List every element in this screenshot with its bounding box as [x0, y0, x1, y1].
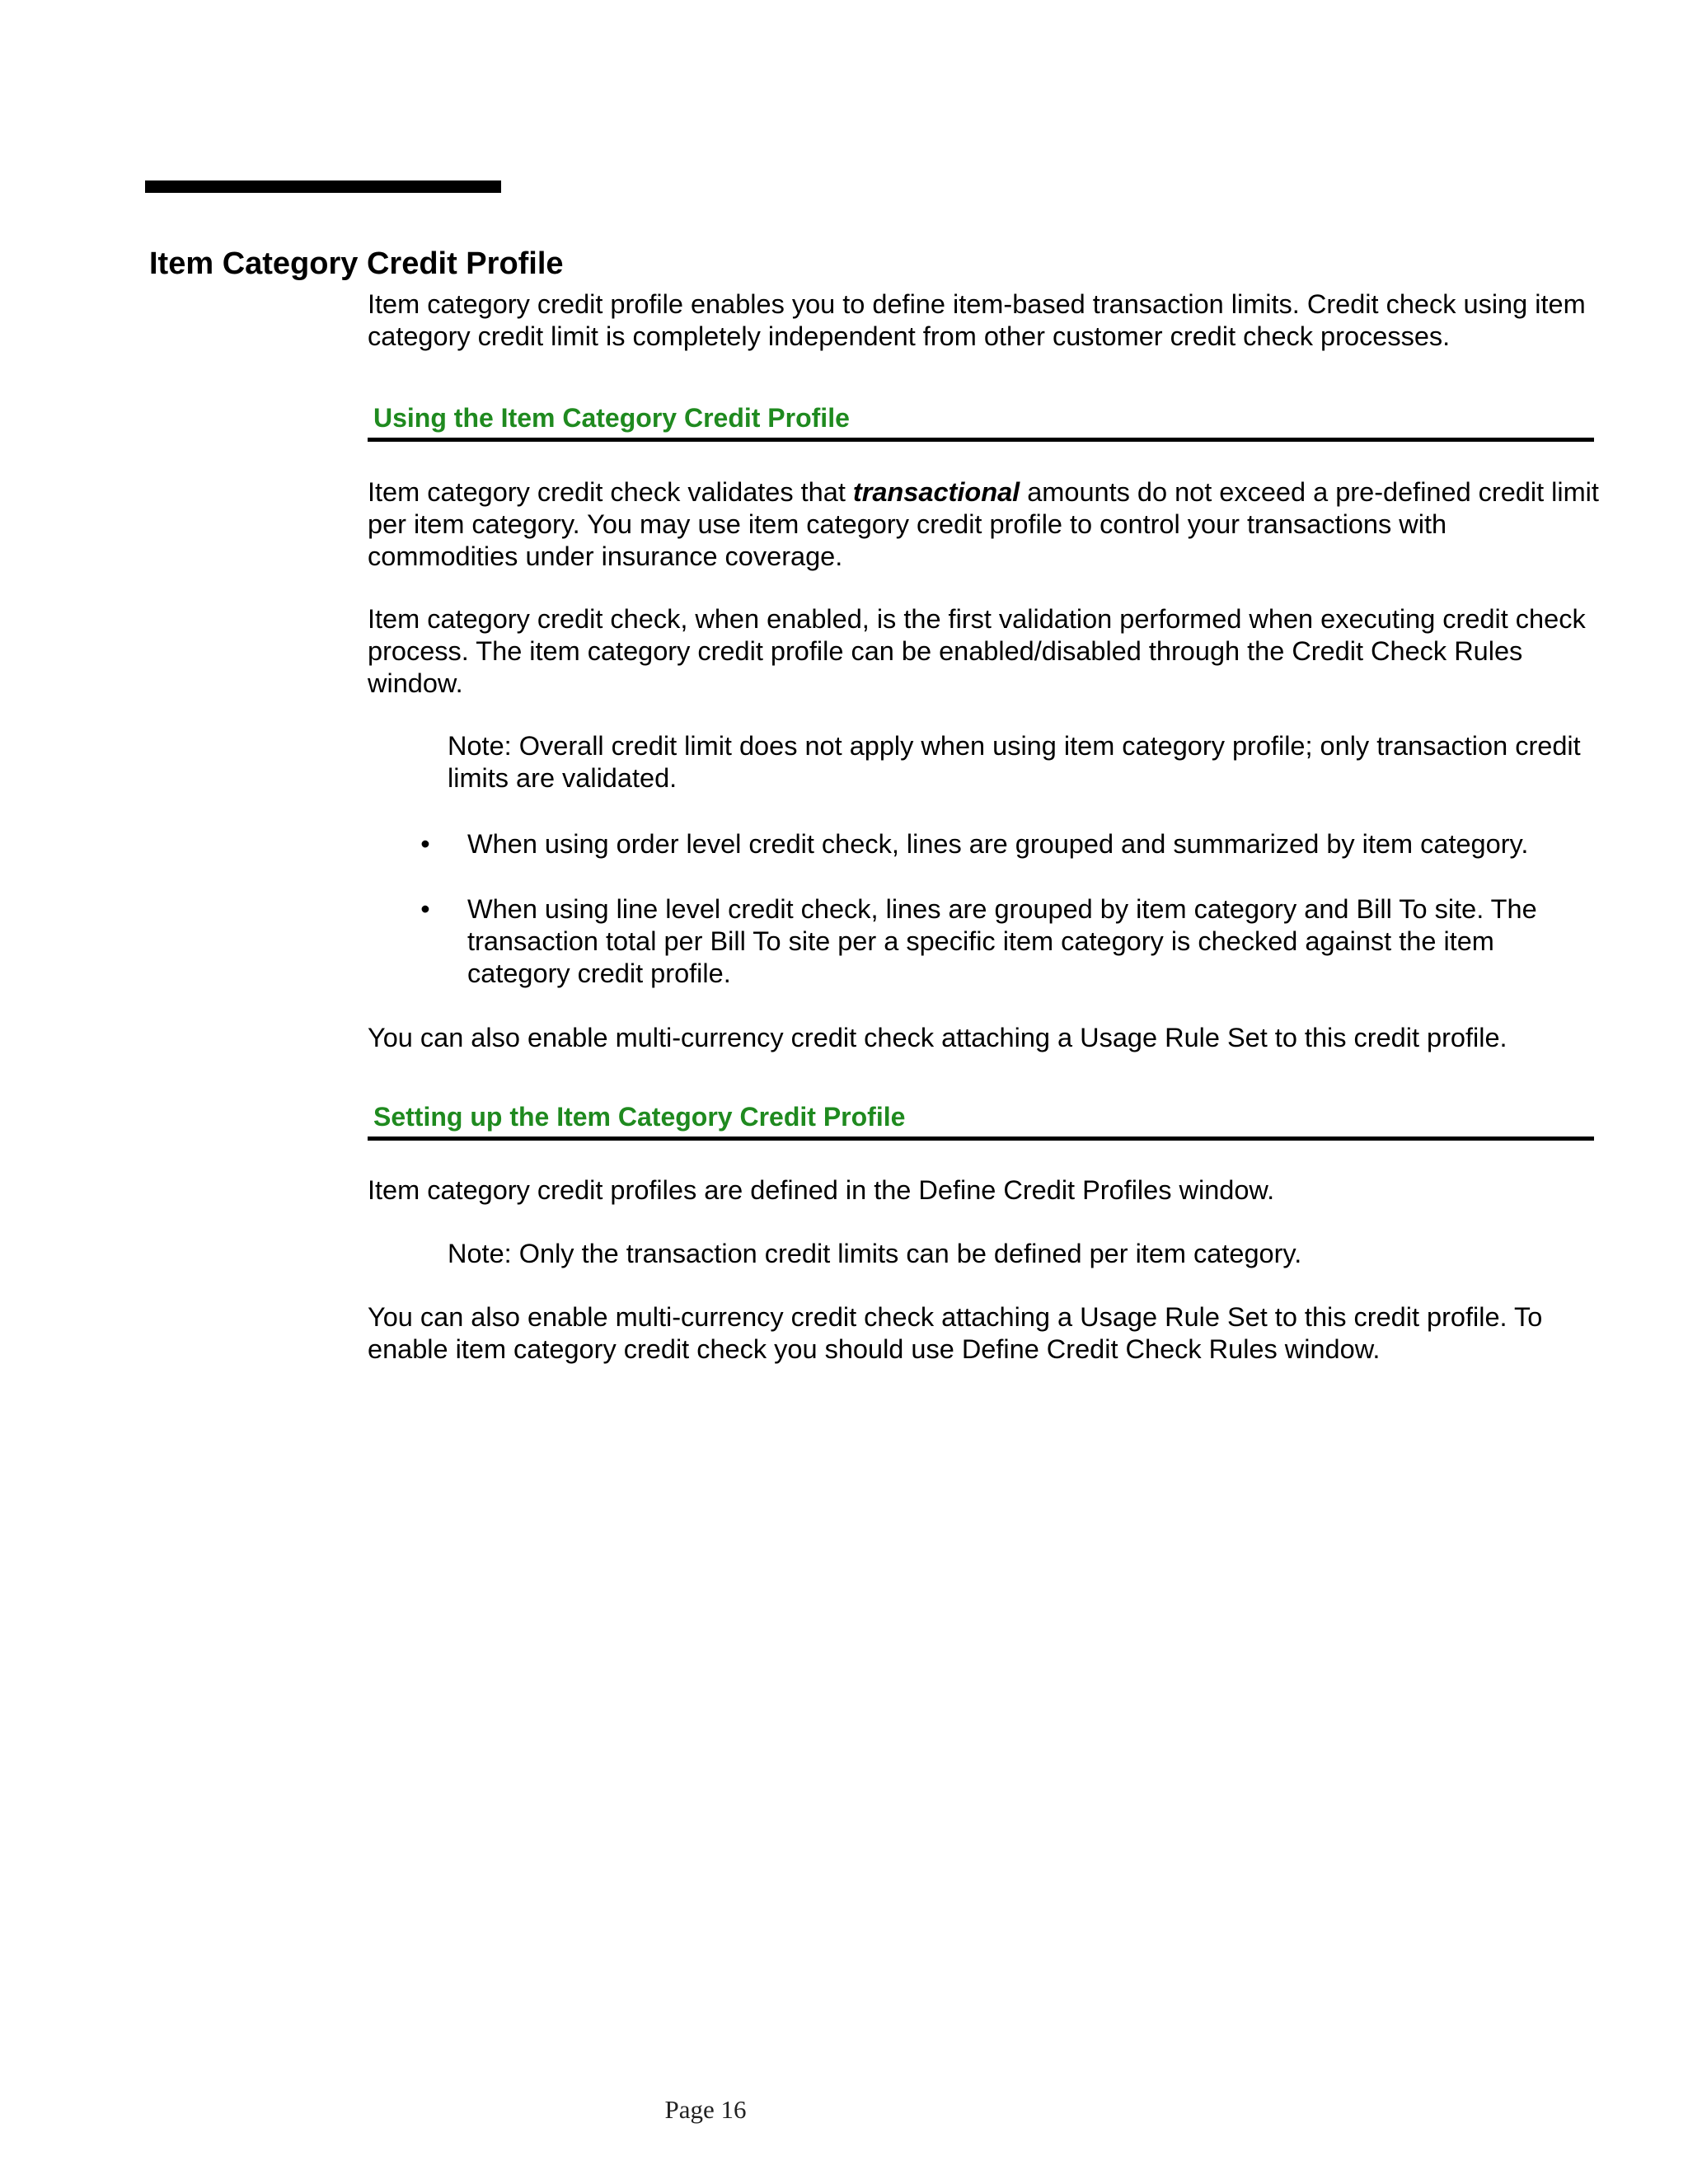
setup-paragraph-1: Item category credit profiles are defined in the Define Credit Profiles window. — [368, 1175, 1275, 1205]
using-paragraph-2: Item category credit check, when enabled, is the first validation performed when executing credit check process. The item category credit profile can be enabled/disabled through the Credit Check Rules window. — [368, 604, 1586, 698]
using-p1-before: Item category credit check validates that — [368, 477, 853, 507]
bullet-text: When using line level credit check, lines are grouped by item category and Bill To site. The transaction total per Bill To site per a specific item category is checked against the item category credit profile. — [467, 894, 1537, 988]
setup-note: Note: Only the transaction credit limits can be defined per item category. — [448, 1239, 1302, 1268]
page-title: Item Category Credit Profile — [149, 246, 564, 281]
setup-paragraph-2: You can also enable multi-currency credit check attaching a Usage Rule Set to this credit profile. To enable item category credit check you should use Define Credit Check Rules window. — [368, 1302, 1543, 1364]
header-bar — [145, 180, 501, 193]
bullet-icon: • — [420, 829, 430, 859]
section-heading-setup: Setting up the Item Category Credit Profile — [373, 1102, 906, 1132]
page-number: Page 16 — [664, 2095, 747, 2124]
bullet-icon: • — [420, 894, 430, 924]
using-p1-after: amounts do not exceed a pre-defined credit limit per item category. You may use item category credit profile to control your transactions with commodities under insurance coverage. — [368, 477, 1599, 571]
intro-paragraph: Item category credit profile enables you to define item-based transaction limits. Credit check using item category credit limit is completely independent from other customer credit check processes. — [368, 289, 1586, 351]
using-note: Note: Overall credit limit does not apply when using item category profile; only transaction credit limits are validated. — [448, 731, 1581, 793]
section-rule-setup — [368, 1137, 1594, 1141]
using-paragraph-3: You can also enable multi-currency credit check attaching a Usage Rule Set to this credit profile. — [368, 1023, 1507, 1052]
section-rule-using — [368, 438, 1594, 442]
using-p1-emphasis: transactional — [852, 477, 1020, 507]
bullet-text: When using order level credit check, lines are grouped and summarized by item category. — [467, 829, 1529, 859]
section-heading-using: Using the Item Category Credit Profile — [373, 403, 850, 433]
using-paragraph-1 — [368, 476, 1599, 573]
